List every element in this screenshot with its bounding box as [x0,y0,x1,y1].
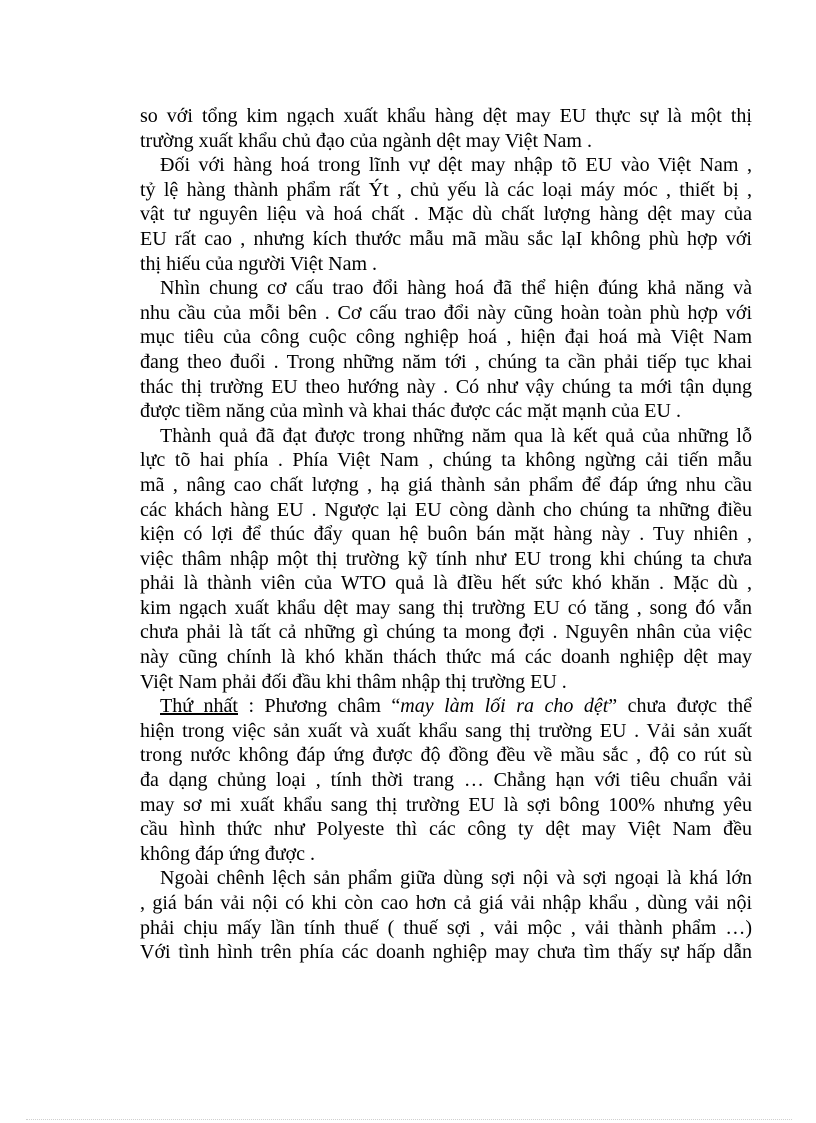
text-line: thị hiếu của người Việt Nam . [140,252,378,275]
text-line: Thành quả đã đạt được trong những năm qua là kết quả của những lỗ [160,424,752,447]
text-line: nhu cầu của mỗi bên . Cơ cấu trao đổi này cũng hoàn toàn phù hợp với [140,301,752,324]
text-line: so với tổng kim ngạch xuất khẩu hàng dệt may EU thực sự là một thị [140,105,752,127]
text-line: cầu hình thức như Polyeste thì các công ty dệt may Việt Nam đều [140,818,752,841]
first-point-label: Thứ nhất [160,695,238,718]
first-point-text-before: : Phương châm “ [238,695,401,718]
text-line: đang theo đuổi . Trong những năm tới , chúng ta cần phải tiếp tục khai [140,350,752,373]
document-body [140,104,752,965]
text-line: vật tư nguyên liệu và hoá chất . Mặc dù chất lượng hàng dệt may của [140,203,752,226]
text-line: trường xuất khẩu chủ đạo của ngành dệt may Việt Nam . [140,129,592,152]
text-line: thác thị trường EU theo hướng này . Có như vậy chúng ta mới tận dụng [140,375,752,398]
text-line: chưa phải là tất cả những gì chúng ta mong đợi . Nguyên nhân của việc [140,621,752,644]
text-line: Nhìn chung cơ cấu trao đổi hàng hoá đã thể hiện đúng khả năng và [160,277,752,300]
text-line: mục tiêu của công cuộc công nghiệp hoá , hiện đại hoá mà Việt Nam [140,326,752,349]
text-line: việc thâm nhập một thị trường kỹ tính như EU trong khi chúng ta chưa [140,547,752,570]
text-line: Với tình hình trên phía các doanh nghiệp may chưa tìm thấy sự hấp dẫn [140,941,752,964]
text-line: được tiềm năng của mình và khai thác được các mặt mạnh của EU . [140,400,681,423]
text-line: hiện trong việc sản xuất và xuất khẩu sang thị trường EU . Vải sản xuất [140,719,752,742]
first-point-quote: may làm lối ra cho dệt [400,695,609,718]
text-line: phải chịu mấy lần tính thuế ( thuế sợi , vải mộc , vải thành phẩm …) [140,916,752,939]
text-line: Ngoài chênh lệch sản phẩm giữa dùng sợi nội và sợi ngoại là khá lớn [160,867,752,890]
text-line: các khách hàng EU . Ngược lại EU còng dành cho chúng ta những điều [140,498,752,521]
text-line: kim ngạch xuất khẩu dệt may sang thị trường EU có tăng , song đó vẫn [140,596,752,619]
text-line: trong nước không đáp ứng được độ đồng đều về mầu sắc , độ co rút sù [140,744,752,767]
text-line: Đối với hàng hoá trong lĩnh vự dệt may nhập tõ EU vào Việt Nam , [160,154,752,177]
text-line: phải là thành viên của WTO quả là đIều hết sức khó khăn . Mặc dù , [140,572,752,595]
text-line: không đáp ứng được . [140,842,316,865]
text-line: lực tõ hai phía . Phía Việt Nam , chúng ta không ngừng cải tiến mẫu [140,449,752,472]
first-point-line [140,694,752,719]
text-line: mã , nâng cao chất lượng , hạ giá thành sản phẩm để đáp ứng nhu cầu [140,473,752,496]
text-line: Việt Nam phải đối đầu khi thâm nhập thị trường EU . [140,670,567,693]
page-bottom-divider [26,1119,792,1120]
text-line: may sơ mi xuất khẩu sang thị trường EU là sợi bông 100% nhưng yêu [140,793,752,816]
text-line: đa dạng chủng loại , tính thời trang … Chẳng hạn với tiêu chuẩn vải [140,769,752,792]
text-line: tỷ lệ hàng thành phẩm rất Ýt , chủ yếu là các loại máy móc , thiết bị , [140,178,752,201]
text-line: này cũng chính là khó khăn thách thức má các doanh nghiệp dệt may [140,646,752,669]
text-line: kiện có lợi để thúc đẩy quan hệ buôn bán mặt hàng này . Tuy nhiên , [140,523,752,546]
text-line: , giá bán vải nội có khi còn cao hơn cả giá vải nhập khẩu , dùng vải nội [140,892,752,914]
first-point-text-after: ” chưa được thể [608,695,752,718]
text-line: EU rất cao , nhưng kích thước mẫu mã mầu sắc lạI không phù hợp với [140,227,752,250]
